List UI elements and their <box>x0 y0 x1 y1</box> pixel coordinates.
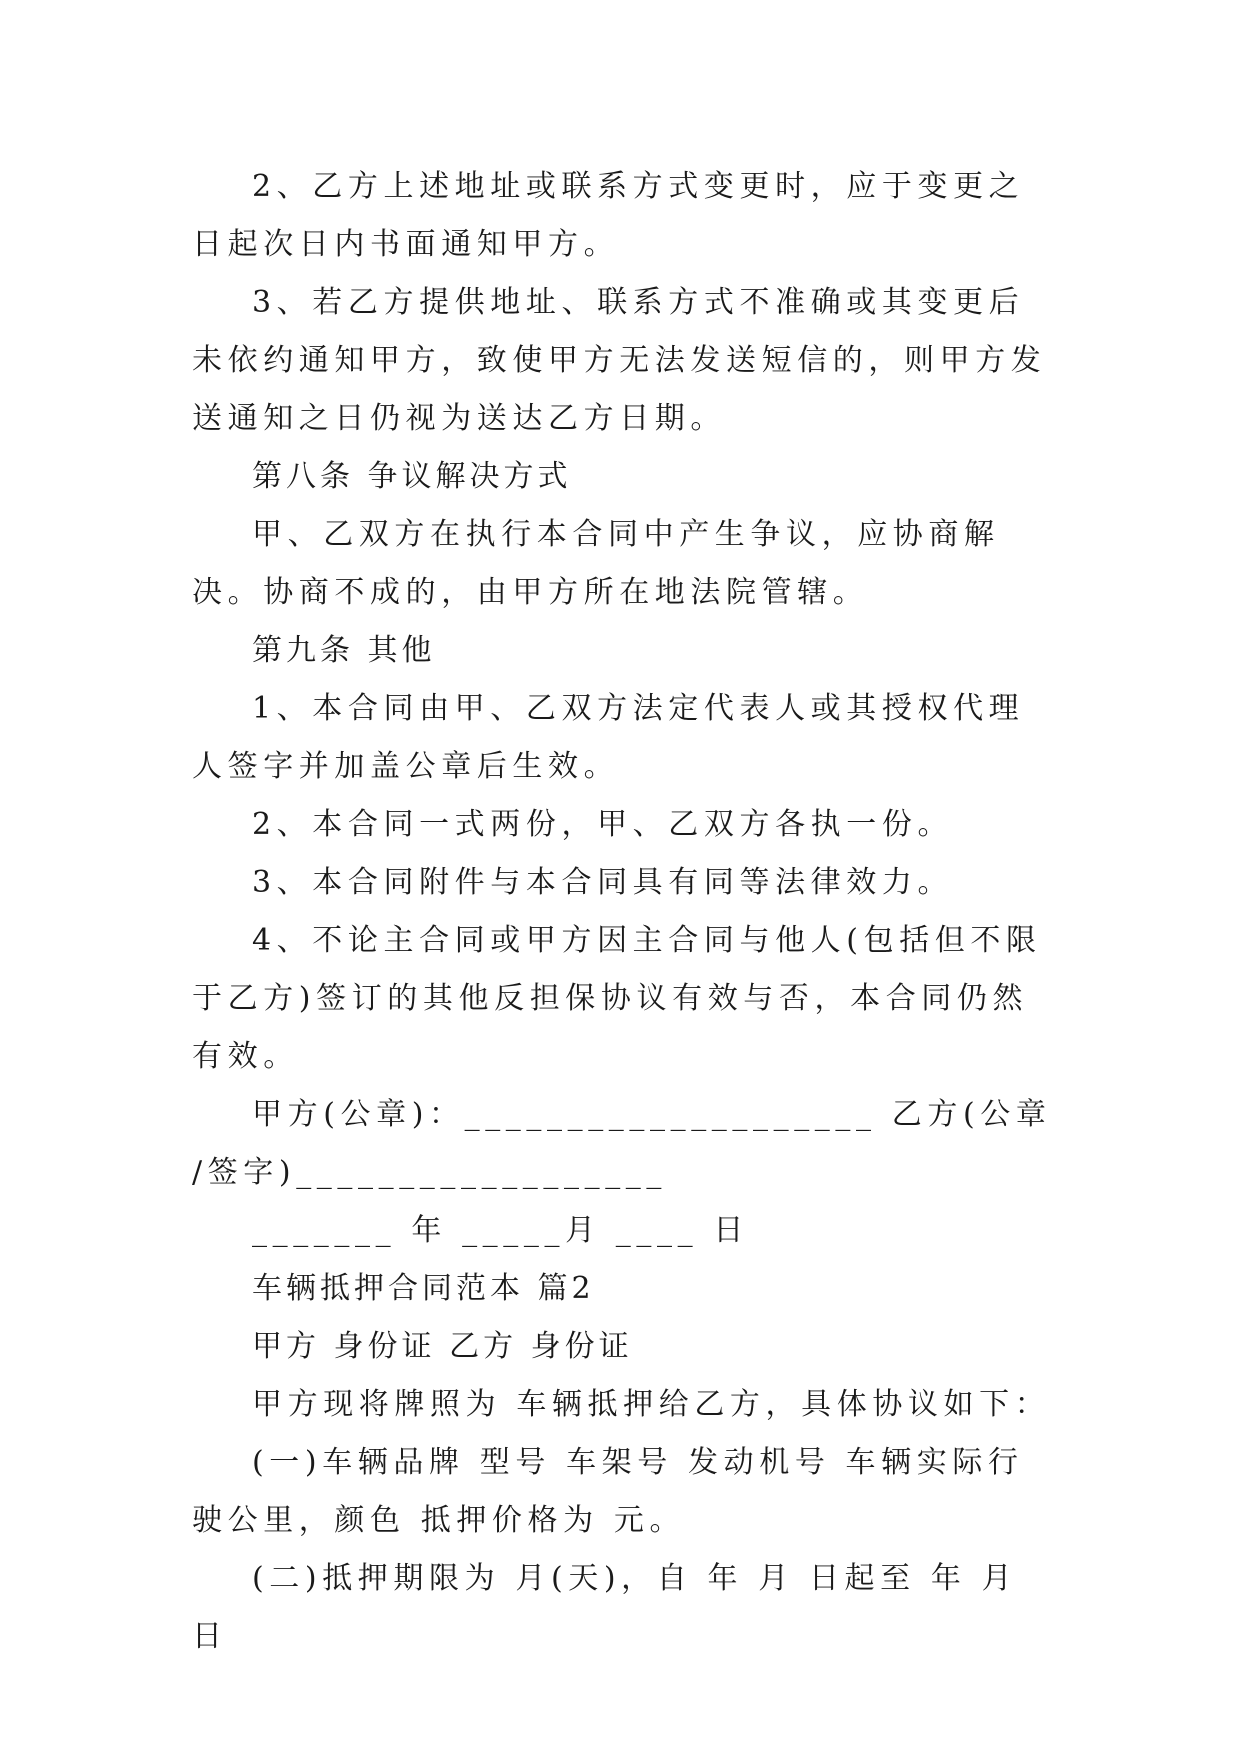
paragraph-effectiveness: 1、本合同由甲、乙双方法定代表人或其授权代理人签字并加盖公章后生效。 <box>192 691 1025 784</box>
section-title-template-2: 车辆抵押合同范本 篇2 <box>252 1271 595 1306</box>
paragraph-validity: 4、不论主合同或甲方因主合同与他人(包括但不限于乙方)签订的其他反担保协议有效与否，本合同仍然有效。 <box>192 923 1042 1074</box>
paragraph-mortgage-intro: 甲方现将牌照为 车辆抵押给乙方，具体协议如下： <box>252 1387 1051 1422</box>
parties-id-line: 甲方 身份证 乙方 身份证 <box>252 1329 633 1364</box>
article-9-heading: 第九条 其他 <box>252 633 436 668</box>
paragraph-address-change: 2、乙方上述地址或联系方式变更时，应于变更之日起次日内书面通知甲方。 <box>192 169 1025 262</box>
signature-line: 甲方(公章)：____________________ 乙方(公章 /签字)__________________ <box>192 1097 1052 1190</box>
paragraph-address-inaccurate: 3、若乙方提供地址、联系方式不准确或其变更后未依约通知甲方，致使甲方无法发送短信的，则甲方发送通知之日仍视为送达乙方日期。 <box>192 285 1047 436</box>
paragraph-copies: 2、本合同一式两份，甲、乙双方各执一份。 <box>252 807 954 842</box>
paragraph-dispute-resolution: 甲、乙双方在执行本合同中产生争议，应协商解决。协商不成的，由甲方所在地法院管辖。 <box>192 517 1000 610</box>
paragraph-mortgage-term: (二)抵押期限为 月(天)，自 年 月 日起至 年 月 日 <box>192 1561 1018 1654</box>
paragraph-vehicle-details: (一)车辆品牌 型号 车架号 发动机号 车辆实际行驶公里，颜色 抵押价格为 元。 <box>192 1445 1024 1538</box>
paragraph-attachments: 3、本合同附件与本合同具有同等法律效力。 <box>252 865 954 900</box>
date-line: _______ 年 _____月 ____ 日 <box>252 1213 749 1248</box>
article-8-heading: 第八条 争议解决方式 <box>252 459 572 494</box>
document-page <box>192 158 1052 1666</box>
